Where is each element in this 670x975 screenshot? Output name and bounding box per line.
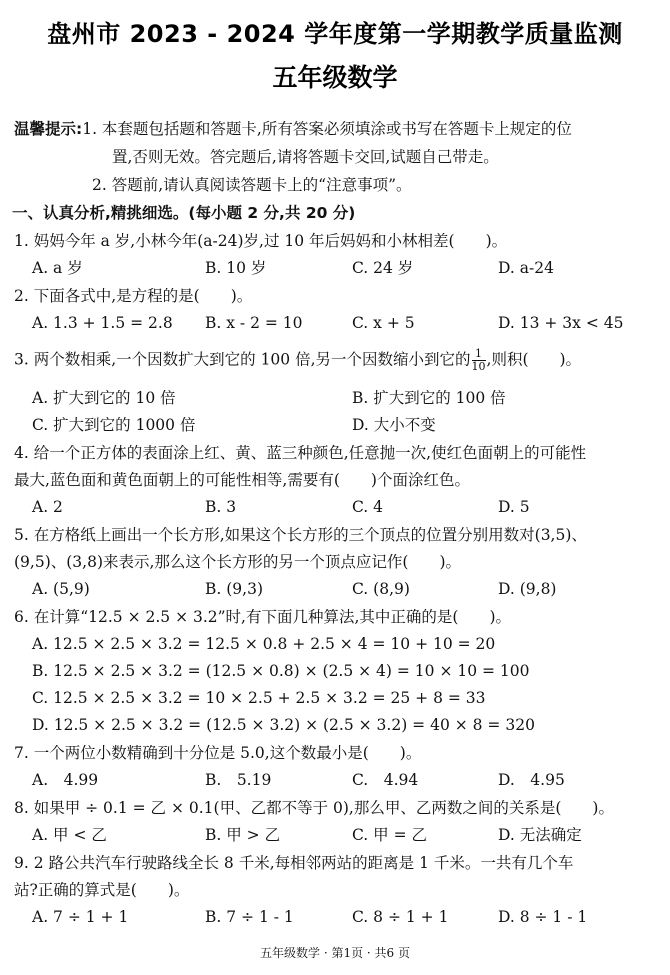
question-7-stem: 7. 一个两位小数精确到十分位是 5.0,这个数最小是( )。	[14, 744, 422, 762]
q3-option-b: B. 扩大到它的 100 倍	[352, 389, 506, 407]
q2-option-c: C. x + 5	[352, 314, 415, 332]
q6-option-c: C. 12.5 × 2.5 × 3.2 = 10 × 2.5 + 2.5 × 3.2 = 25 + 8 = 33	[32, 689, 486, 707]
q9-option-c: C. 8 ÷ 1 + 1	[352, 908, 449, 926]
exam-subtitle: 五年级数学	[272, 63, 398, 92]
q3-stem-end: ,则积( )。	[486, 350, 582, 369]
q4-option-c: C. 4	[352, 498, 384, 516]
notice-text-3: 2. 答题前,请认真阅读答题卡上的“注意事项”。	[92, 176, 412, 194]
q8-option-d: D. 无法确定	[498, 826, 582, 844]
q5-option-c: C. (8,9)	[352, 580, 410, 598]
q9-option-d: D. 8 ÷ 1 - 1	[498, 908, 588, 926]
question-2-stem: 2. 下面各式中,是方程的是( )。	[14, 287, 253, 305]
q3-stem-text: 3. 两个数相乘,一个因数扩大到它的 100 倍,另一个因数缩小到它的	[14, 350, 471, 369]
question-5-stem-2: (9,5)、(3,8)来表示,那么这个长方形的另一个顶点应记作( )。	[14, 553, 462, 571]
q7-option-b: B. 5.19	[205, 771, 272, 789]
q1-option-a: A. a 岁	[32, 259, 83, 277]
q8-option-c: C. 甲 = 乙	[352, 826, 428, 844]
q3-fraction	[472, 348, 486, 373]
q6-option-d: D. 12.5 × 2.5 × 3.2 = (12.5 × 3.2) × (2.5 × 3.2) = 40 × 8 = 320	[32, 716, 535, 734]
question-8-stem: 8. 如果甲 ÷ 0.1 = 乙 × 0.1(甲、乙都不等于 0),那么甲、乙两数之间的关系是( )。	[14, 799, 614, 817]
question-9-stem-2: 站?正确的算式是( )。	[14, 881, 190, 899]
q3-option-d: D. 大小不变	[352, 416, 436, 434]
q6-option-b: B. 12.5 × 2.5 × 3.2 = (12.5 × 0.8) × (2.5 × 4) = 10 × 10 = 100	[32, 662, 530, 680]
question-9-stem-1: 9. 2 路公共汽车行驶路线全长 8 千米,每相邻两站的距离是 1 千米。一共有几个车	[14, 854, 574, 872]
q1-option-b: B. 10 岁	[205, 259, 267, 277]
q4-option-b: B. 3	[205, 498, 237, 516]
q3-option-a: A. 扩大到它的 10 倍	[32, 389, 176, 407]
q1-option-c: C. 24 岁	[352, 259, 414, 277]
q2-option-a: A. 1.3 + 1.5 = 2.8	[32, 314, 173, 332]
q9-option-b: B. 7 ÷ 1 - 1	[205, 908, 294, 926]
question-1-stem: 1. 妈妈今年 a 岁,小林今年(a-24)岁,过 10 年后妈妈和小林相差( )。	[14, 232, 508, 250]
q5-option-d: D. (9,8)	[498, 580, 557, 598]
notice-text-2: 置,否则无效。答完题后,请将答题卡交回,试题自己带走。	[112, 148, 499, 166]
q9-option-a: A. 7 ÷ 1 + 1	[32, 908, 129, 926]
q1-option-d: D. a-24	[498, 259, 554, 277]
q7-option-d: D. 4.95	[498, 771, 565, 789]
q4-option-a: A. 2	[32, 498, 63, 516]
q8-option-a: A. 甲 < 乙	[32, 826, 107, 844]
notice-line-1	[14, 118, 572, 140]
q7-option-a: A. 4.99	[32, 771, 99, 789]
q2-option-d: D. 13 + 3x < 45	[498, 314, 624, 332]
notice-text-1: 1. 本套题包括题和答题卡,所有答案必须填涂或书写在答题卡上规定的位	[82, 120, 572, 138]
q7-option-c: C. 4.94	[352, 771, 419, 789]
q5-option-b: B. (9,3)	[205, 580, 263, 598]
question-6-stem: 6. 在计算“12.5 × 2.5 × 3.2”时,有下面几种算法,其中正确的是( )。	[14, 608, 512, 626]
exam-title: 盘州市 2023 - 2024 学年度第一学期教学质量监测	[47, 20, 623, 48]
question-4-stem-2: 最大,蓝色面和黄色面朝上的可能性相等,需要有( )个面涂红色。	[14, 471, 470, 489]
q8-option-b: B. 甲 > 乙	[205, 826, 281, 844]
q4-option-d: D. 5	[498, 498, 530, 516]
q3-fraction-denominator: 10	[471, 360, 486, 373]
q6-option-a: A. 12.5 × 2.5 × 3.2 = 12.5 × 0.8 + 2.5 × 4 = 10 + 10 = 20	[32, 635, 496, 653]
q2-option-b: B. x - 2 = 10	[205, 314, 303, 332]
notice-label: 温馨提示:	[14, 120, 83, 138]
question-5-stem-1: 5. 在方格纸上画出一个长方形,如果这个长方形的三个顶点的位置分别用数对(3,5)、	[14, 526, 587, 544]
q3-option-c: C. 扩大到它的 1000 倍	[32, 416, 196, 434]
q3-fraction-numerator: 1	[472, 348, 486, 361]
q5-option-a: A. (5,9)	[32, 580, 90, 598]
question-4-stem-1: 4. 给一个正方体的表面涂上红、黄、蓝三种颜色,任意抛一次,使红色面朝上的可能性	[14, 444, 587, 462]
question-3-stem	[14, 348, 581, 373]
section-heading: 一、认真分析,精挑细选。(每小题 2 分,共 20 分)	[12, 204, 356, 222]
page-footer: 五年级数学 · 第1页 · 共6 页	[260, 946, 410, 960]
